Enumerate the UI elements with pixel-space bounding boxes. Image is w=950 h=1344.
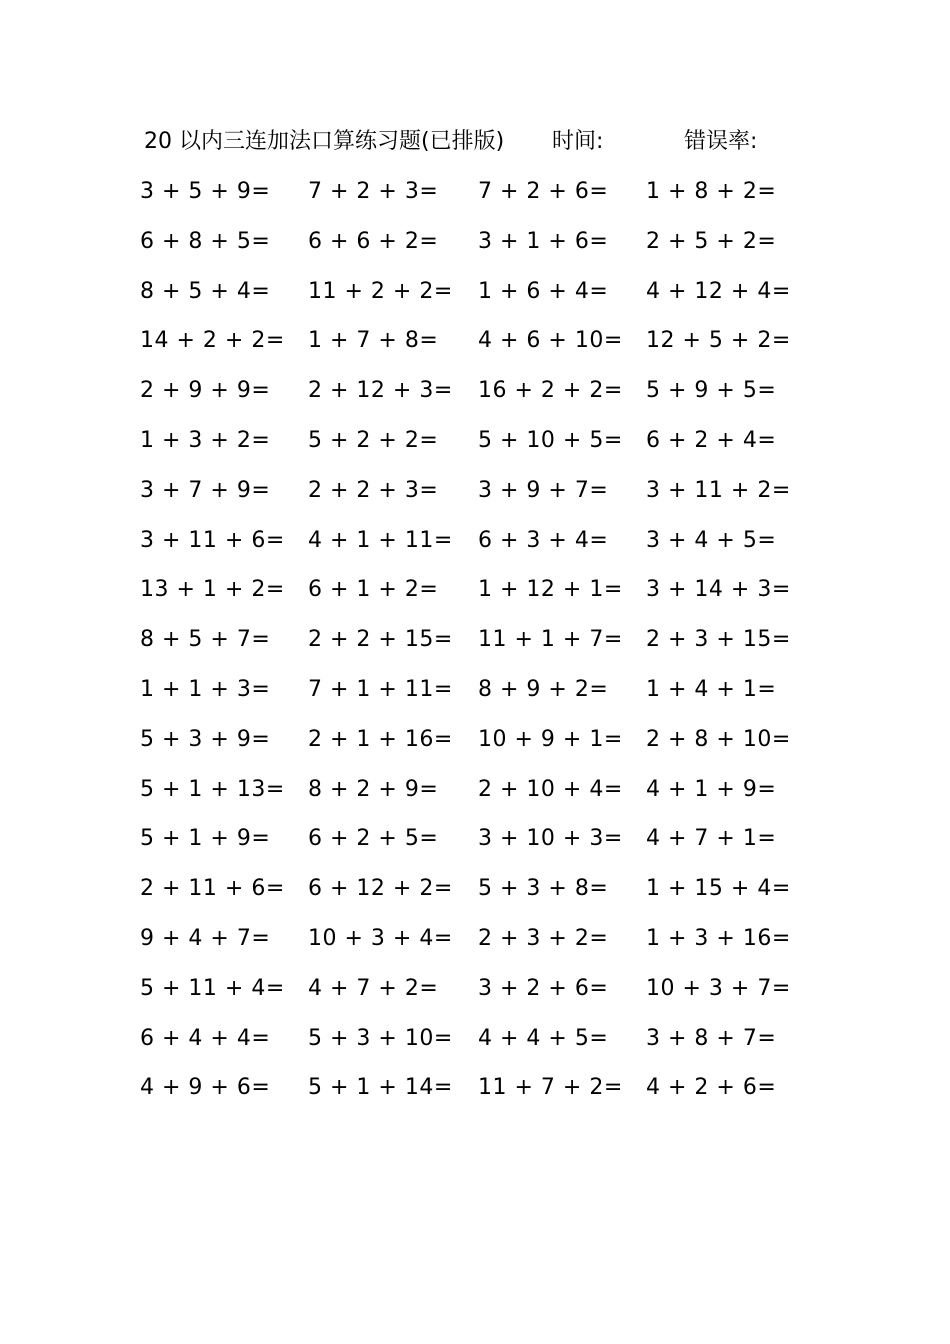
problem-item: 2 + 12 + 3= bbox=[308, 378, 453, 404]
problem-item: 5 + 3 + 9= bbox=[140, 726, 271, 752]
problem-row bbox=[140, 670, 780, 720]
problem-item: 1 + 7 + 8= bbox=[308, 328, 439, 354]
problem-item: 3 + 11 + 6= bbox=[140, 527, 285, 553]
problem-row bbox=[140, 969, 791, 1019]
problem-item: 1 + 3 + 2= bbox=[140, 427, 271, 453]
problem-item: 2 + 9 + 9= bbox=[140, 378, 271, 404]
problem-item: 11 + 1 + 7= bbox=[478, 627, 623, 653]
problem-item: 1 + 1 + 3= bbox=[140, 676, 271, 702]
worksheet-title: 20 以内三连加法口算练习题(已排版) bbox=[144, 129, 505, 154]
problem-row bbox=[140, 421, 780, 471]
problem-item: 1 + 6 + 4= bbox=[478, 278, 609, 304]
problem-item: 12 + 5 + 2= bbox=[646, 328, 791, 354]
worksheet-header bbox=[144, 124, 784, 160]
problem-item: 14 + 2 + 2= bbox=[140, 328, 285, 354]
problem-item: 9 + 4 + 7= bbox=[140, 925, 271, 951]
problem-item: 1 + 4 + 1= bbox=[646, 676, 777, 702]
problem-item: 3 + 4 + 5= bbox=[646, 527, 777, 553]
problem-row bbox=[140, 819, 780, 869]
problem-item: 3 + 9 + 7= bbox=[478, 477, 609, 503]
problem-item: 5 + 1 + 14= bbox=[308, 1075, 453, 1101]
problem-item: 4 + 1 + 11= bbox=[308, 527, 453, 553]
problem-item: 6 + 6 + 2= bbox=[308, 228, 439, 254]
problem-item: 6 + 3 + 4= bbox=[478, 527, 609, 553]
problem-item: 4 + 7 + 2= bbox=[308, 975, 439, 1001]
problem-item: 2 + 2 + 15= bbox=[308, 627, 453, 653]
problem-item: 6 + 2 + 5= bbox=[308, 826, 439, 852]
problem-item: 2 + 8 + 10= bbox=[646, 726, 791, 752]
problem-item: 4 + 12 + 4= bbox=[646, 278, 791, 304]
problem-item: 7 + 2 + 3= bbox=[308, 179, 439, 204]
problem-item: 13 + 1 + 2= bbox=[140, 577, 285, 603]
problem-item: 1 + 15 + 4= bbox=[646, 876, 791, 902]
problem-item: 2 + 1 + 16= bbox=[308, 726, 453, 752]
problem-row bbox=[140, 770, 780, 820]
problem-grid bbox=[140, 172, 791, 1118]
problem-item: 8 + 9 + 2= bbox=[478, 676, 609, 702]
problem-item: 5 + 1 + 9= bbox=[140, 826, 271, 852]
problem-row bbox=[140, 570, 791, 620]
problem-item: 1 + 8 + 2= bbox=[646, 179, 777, 204]
problem-item: 6 + 8 + 5= bbox=[140, 228, 271, 254]
problem-row bbox=[140, 321, 791, 371]
problem-item: 5 + 9 + 5= bbox=[646, 378, 777, 404]
problem-item: 4 + 4 + 5= bbox=[478, 1025, 609, 1051]
problem-item: 4 + 6 + 10= bbox=[478, 328, 623, 354]
problem-row bbox=[140, 272, 791, 322]
problem-item: 5 + 3 + 8= bbox=[478, 876, 609, 902]
problem-item: 3 + 7 + 9= bbox=[140, 477, 271, 503]
problem-row bbox=[140, 172, 780, 222]
problem-item: 2 + 10 + 4= bbox=[478, 776, 623, 802]
problem-item: 4 + 7 + 1= bbox=[646, 826, 777, 852]
problem-item: 10 + 3 + 7= bbox=[646, 975, 791, 1001]
problem-item: 5 + 1 + 13= bbox=[140, 776, 285, 802]
problem-row bbox=[140, 919, 791, 969]
problem-row bbox=[140, 371, 780, 421]
problem-item: 7 + 1 + 11= bbox=[308, 676, 453, 702]
problem-item: 4 + 1 + 9= bbox=[646, 776, 777, 802]
problem-row bbox=[140, 1068, 780, 1118]
problem-row bbox=[140, 1019, 780, 1069]
problem-item: 2 + 11 + 6= bbox=[140, 876, 285, 902]
problem-item: 3 + 14 + 3= bbox=[646, 577, 791, 603]
time-label: 时间: bbox=[552, 129, 604, 154]
problem-item: 4 + 9 + 6= bbox=[140, 1075, 271, 1101]
problem-item: 5 + 11 + 4= bbox=[140, 975, 285, 1001]
problem-item: 11 + 2 + 2= bbox=[308, 278, 453, 304]
problem-item: 16 + 2 + 2= bbox=[478, 378, 623, 404]
problem-row bbox=[140, 869, 791, 919]
problem-item: 2 + 5 + 2= bbox=[646, 228, 777, 254]
problem-item: 4 + 2 + 6= bbox=[646, 1075, 777, 1101]
problem-item: 3 + 8 + 7= bbox=[646, 1025, 777, 1051]
problem-item: 5 + 3 + 10= bbox=[308, 1025, 453, 1051]
problem-item: 2 + 3 + 15= bbox=[646, 627, 791, 653]
problem-item: 3 + 5 + 9= bbox=[140, 179, 271, 204]
problem-item: 1 + 3 + 16= bbox=[646, 925, 791, 951]
problem-item: 8 + 5 + 7= bbox=[140, 627, 271, 653]
problem-item: 5 + 10 + 5= bbox=[478, 427, 623, 453]
problem-row bbox=[140, 471, 791, 521]
problem-row bbox=[140, 521, 780, 571]
problem-row bbox=[140, 620, 791, 670]
problem-row bbox=[140, 222, 780, 272]
problem-item: 2 + 2 + 3= bbox=[308, 477, 439, 503]
problem-item: 10 + 3 + 4= bbox=[308, 925, 453, 951]
problem-item: 10 + 9 + 1= bbox=[478, 726, 623, 752]
problem-item: 3 + 10 + 3= bbox=[478, 826, 623, 852]
problem-item: 7 + 2 + 6= bbox=[478, 179, 609, 204]
problem-item: 3 + 11 + 2= bbox=[646, 477, 791, 503]
problem-item: 6 + 1 + 2= bbox=[308, 577, 439, 603]
problem-item: 3 + 2 + 6= bbox=[478, 975, 609, 1001]
problem-item: 3 + 1 + 6= bbox=[478, 228, 609, 254]
problem-item: 6 + 12 + 2= bbox=[308, 876, 453, 902]
problem-item: 5 + 2 + 2= bbox=[308, 427, 439, 453]
problem-row bbox=[140, 720, 791, 770]
problem-item: 2 + 3 + 2= bbox=[478, 925, 609, 951]
problem-item: 1 + 12 + 1= bbox=[478, 577, 623, 603]
problem-item: 8 + 5 + 4= bbox=[140, 278, 271, 304]
problem-item: 6 + 4 + 4= bbox=[140, 1025, 271, 1051]
problem-item: 6 + 2 + 4= bbox=[646, 427, 777, 453]
error-rate-label: 错误率: bbox=[684, 129, 758, 154]
problem-item: 11 + 7 + 2= bbox=[478, 1075, 623, 1101]
problem-item: 8 + 2 + 9= bbox=[308, 776, 439, 802]
